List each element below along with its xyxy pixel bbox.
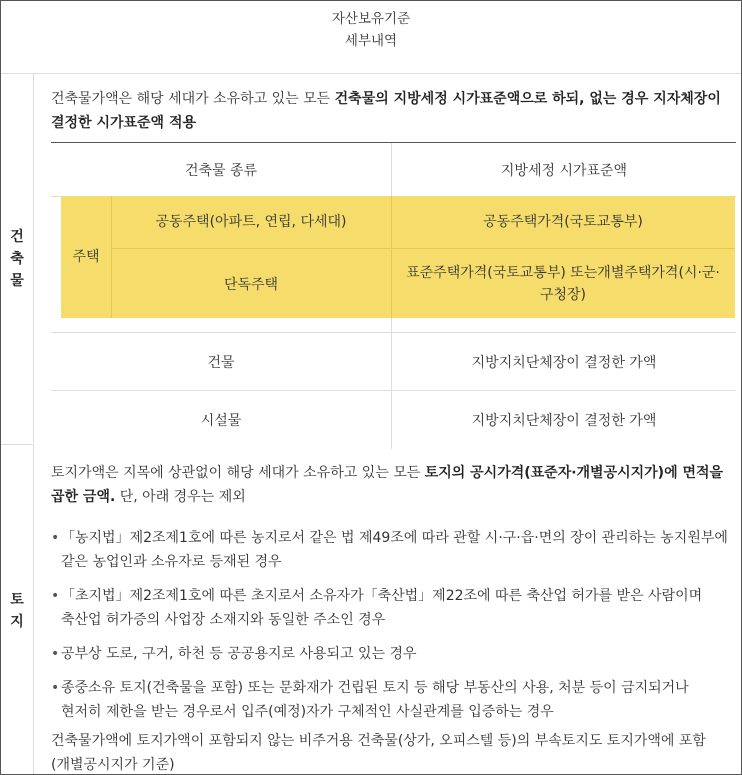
table-header-row [51, 143, 736, 197]
housing-label: 주택 [72, 249, 100, 265]
bullet-icon: • [51, 680, 60, 696]
land-intro [51, 461, 739, 509]
section-label-land [1, 444, 34, 775]
footnote-line: 건축물가액에 토지가액이 포함되지 않는 비주거용 건축물(상가, 오피스텔 등)의 부속토지도 토지가액에 포함 [51, 733, 706, 749]
row-value: 지방지치단체장이 결정한 가액 [392, 391, 737, 449]
row-kind: 시설물 [51, 391, 392, 449]
building-intro [51, 87, 736, 135]
list-item: • 종중소유 토지(건축물을 포함) 또는 문화재가 건립된 토지 등 해당 부동산의 사용, 처분 등이 금지되거나 현저히 제한을 받는 경우로서 입주(예정)자가 구체적인 사실관계를 입증하는 경우 [51, 676, 739, 724]
table-row [51, 391, 736, 449]
housing-highlight-block [61, 196, 735, 318]
row-kind: 건물 [51, 333, 392, 391]
land-exclusion-list [51, 526, 739, 734]
row-value: 지방지치단체장이 결정한 가액 [392, 333, 737, 391]
land-footnote [51, 729, 739, 775]
list-item: • 「농지법」제2조제1호에 따른 농지로서 같은 법 제49조에 따라 관할 시·구·읍·면의 장이 관리하는 농지원부에 같은 농업인과 소유자로 등재된 경우 [51, 526, 739, 574]
bullet-icon: • [51, 646, 60, 662]
row-value: 표준주택가격(국토교통부) 또는개별주택가격(시·군·구청장) [406, 265, 720, 303]
row-kind: 공동주택(아파트, 연립, 다세대) [155, 214, 347, 230]
building-label: 건축물 [10, 228, 24, 289]
section-label-building [1, 74, 34, 443]
list-item: • 「초지법」제2조제1호에 따른 초지로서 소유자가「축산법」제22조에 따른 축산업 허가를 받은 사람이며 축산업 허가증의 사업장 소재지와 동일한 주소인 경우 [51, 584, 739, 632]
header-subtitle: 세부내역 [344, 33, 398, 49]
row-value: 공동주택가격(국토교통부) [483, 214, 643, 230]
land-intro-text: 토지가액은 지목에 상관없이 해당 세대가 소유하고 있는 모든 [51, 465, 425, 481]
land-intro-tail: 단, 아래 경우는 제외 [115, 489, 246, 505]
row-kind: 단독주택 [223, 277, 279, 293]
building-intro-bold: 건축물의 지방세정 시가표준액으로 하되, 없는 경우 지자체장이 결정한 시가표준액 적용 [51, 91, 721, 131]
col-header-kind: 건축물 종류 [51, 143, 392, 197]
bullet-icon: • [51, 588, 60, 604]
land-intro-bold: 토지의 공시가격(표준자·개별공시지가)에 면적을 곱한 금액. [51, 465, 724, 505]
table-header [1, 1, 741, 74]
table-row [51, 333, 736, 391]
footnote-line: (개별공시지가 기준) [51, 757, 175, 773]
building-intro-text: 건축물가액은 해당 세대가 소유하고 있는 모든 [51, 91, 335, 107]
col-header-value: 지방세정 시가표준액 [392, 143, 737, 197]
list-item: • 공부상 도로, 구거, 하천 등 공공용지로 사용되고 있는 경우 [51, 642, 739, 666]
header-title: 자산보유기준 [331, 11, 411, 27]
land-label: 토지 [10, 592, 24, 630]
bullet-icon: • [51, 530, 60, 546]
